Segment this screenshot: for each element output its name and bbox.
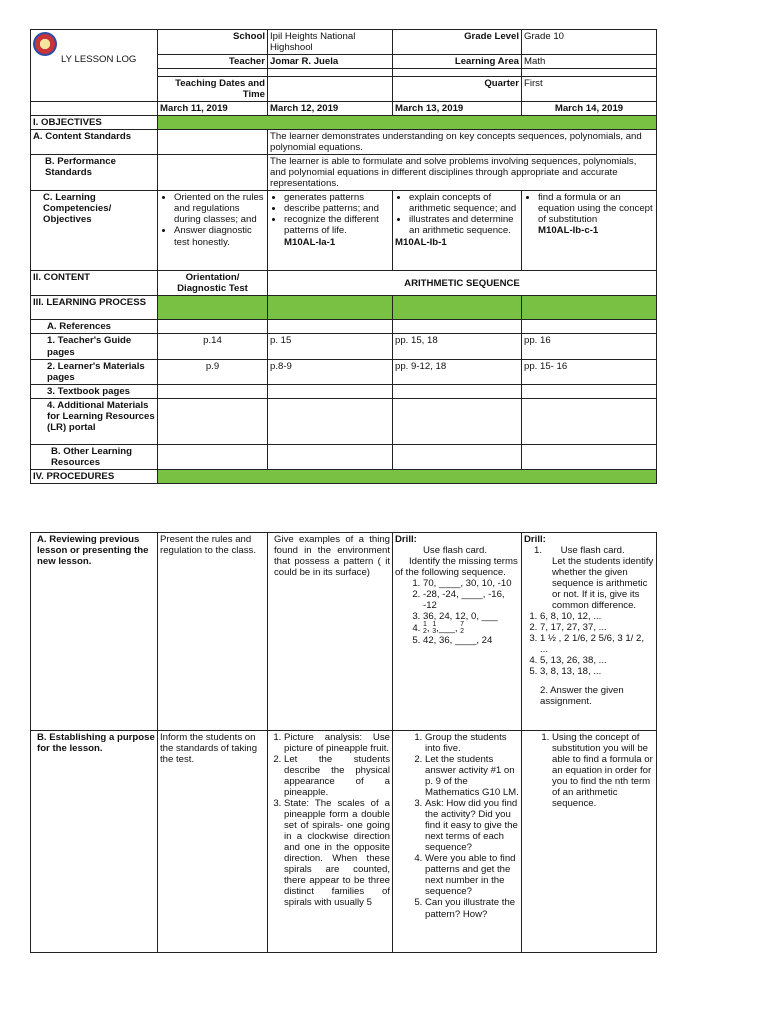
list-item: • generates patterns: [284, 192, 390, 203]
list-item: 4. 1 2, 1 3,___, 7 2: [423, 622, 519, 635]
competencies-day3: [393, 191, 522, 271]
list-item: 2. Let the students describe the physical appearance of a pineapple.: [284, 754, 390, 798]
list-item: 5. Can you illustrate the pattern? How?: [425, 897, 519, 919]
grade-value: Grade 10: [522, 30, 657, 55]
teacher-label: Teacher: [158, 55, 268, 69]
lm-day4: pp. 15- 16: [522, 359, 657, 384]
list-item: 3. Ask: How did you find the activity? Did you find it easy to give the next terms of each sequence?: [425, 798, 519, 853]
procedures-bar: [158, 469, 657, 483]
lm-day1: p.9: [158, 359, 268, 384]
competencies-day1: [158, 191, 268, 271]
date-day2: March 12, 2019: [268, 102, 393, 116]
purpose-day2: [268, 731, 393, 953]
performance-standards-text: The learner is able to formulate and solve problems involving sequences, polynomials, and polynomial equations in different disciplines through appropriate and accurate representations.: [268, 155, 657, 191]
drill-intro: Use flash card.: [560, 545, 625, 557]
purpose-day1: Inform the students on the standards of taking the test.: [158, 731, 268, 953]
purpose-day3: [393, 731, 522, 953]
list-item: 2. -28, -24, ____, -16, -12: [423, 589, 519, 611]
reviewing-label: A. Reviewing previous lesson or presenting the new lesson.: [31, 533, 158, 731]
list-item: • describe patterns; and: [284, 203, 390, 214]
quarter-value: First: [522, 77, 657, 102]
list-item: 1. Group the students into five.: [425, 732, 519, 754]
list-item: 5. 3, 8, 13, 18, ...: [540, 666, 654, 677]
purpose-label: B. Establishing a purpose for the lesson.: [31, 731, 158, 953]
reviewing-day4: Drill: 1. Use flash card. Let the students identify whether the given sequence is arithmetic or not. If it is, give its common difference. 1. 6, 8, 10, 12, ... 2. 7, 17, 27, 37, ... 3. 1 ½ , 2 1/6, 2 5/6, 3 1/ 2, ... 4. 5, 13, 26, 38, ... 5. 3, 8, 13, 18, ... 2. Answer the given assignment.: [522, 533, 657, 731]
performance-standards-label: B. Performance Standards: [31, 155, 158, 191]
objectives-heading: I. OBJECTIVES: [31, 116, 158, 130]
competency-code: M10AL-Ia-1: [284, 236, 336, 248]
content-standards-text: The learner demonstrates understanding on key concepts sequences, polynomials, and polynomial equations.: [268, 130, 657, 155]
tg-day1: p.14: [158, 334, 268, 359]
learning-process-heading: III. LEARNING PROCESS: [31, 296, 158, 320]
procedures-heading: IV. PROCEDURES: [31, 469, 158, 483]
competencies-day4: [522, 191, 657, 271]
list-item: 1. 6, 8, 10, 12, ...: [540, 611, 654, 622]
teacher-value: Jomar R. Juela: [268, 55, 393, 69]
list-item: 4. Were you able to find patterns and get the next number in the sequence?: [425, 853, 519, 897]
date-day4: March 14, 2019: [522, 102, 657, 116]
list-item: 3. State: The scales of a pineapple form a double set of spirals- one going in a clockwise direction and one in the opposite direction. When these spirals are counted, there appear to be three distinct families of spirals with usually 5: [284, 798, 390, 908]
reviewing-day2: Give examples of a thing found in the environment that possess a pattern ( it could be in its surface): [268, 533, 393, 731]
purpose-day4: [522, 731, 657, 953]
drill-title: Drill:: [524, 534, 546, 545]
competency-code: M10AL-Ib-c-1: [538, 225, 599, 237]
teachers-guide-label: 1. Teacher's Guide pages: [31, 334, 158, 359]
school-value: Ipil Heights National Highshool: [268, 30, 393, 55]
drill-intro: Use flash card.: [423, 545, 487, 557]
list-item: 1. Using the concept of substitution you will be able to find a formula or an equation in order for you to find the nth term of an arithmetic sequence.: [552, 732, 654, 809]
list-item: 1. Picture analysis: Use picture of pineapple fruit.: [284, 732, 390, 754]
lesson-log-table: [30, 29, 657, 484]
lm-day3: pp. 9-12, 18: [393, 359, 522, 384]
competency-code: M10AL-Ib-1: [395, 236, 447, 248]
procedures-table: [30, 532, 657, 953]
school-label: School: [158, 30, 268, 55]
reviewing-day1: Present the rules and regulation to the class.: [158, 533, 268, 731]
dates-label: Teaching Dates and Time: [158, 77, 268, 102]
content-standards-label: A. Content Standards: [31, 130, 158, 155]
textbook-label: 3. Textbook pages: [31, 384, 158, 398]
doc-title: LY LESSON LOG: [61, 54, 137, 65]
list-item: 2. 7, 17, 27, 37, ...: [540, 622, 654, 633]
list-item: • Answer diagnostic test honestly.: [174, 225, 265, 247]
date-day3: March 13, 2019: [393, 102, 522, 116]
list-item: 3. 36, 24, 12, 0, ___: [423, 611, 519, 622]
tg-day4: pp. 16: [522, 334, 657, 359]
references-heading: A. References: [31, 320, 158, 334]
quarter-label: Quarter: [393, 77, 522, 102]
deped-seal-icon: [33, 32, 57, 56]
learners-materials-label: 2. Learner's Materials pages: [31, 359, 158, 384]
drill-text: Identify the missing terms of the following sequence.: [395, 556, 518, 579]
logo-title-cell: [31, 30, 158, 77]
list-item: 4. 5, 13, 26, 38, ...: [540, 655, 654, 666]
competencies-label: C. Learning Competencies/ Objectives: [31, 191, 158, 271]
list-item: • recognize the different patterns of life.: [284, 214, 390, 236]
tg-day2: p. 15: [268, 334, 393, 359]
content-heading: II. CONTENT: [31, 271, 158, 296]
list-item: 2. Let the students answer activity #1 on p. 9 of the Mathematics G10 LM.: [425, 754, 519, 798]
grade-label: Grade Level: [393, 30, 522, 55]
reviewing-day3: [393, 533, 522, 731]
list-item: 3. 1 ½ , 2 1/6, 2 5/6, 3 1/ 2, ...: [540, 633, 654, 655]
assignment-note: 2. Answer the given assignment.: [540, 685, 624, 708]
list-item: • Oriented on the rules and regulations during classes; and: [174, 192, 265, 225]
date-day1: March 11, 2019: [158, 102, 268, 116]
objectives-bar: [158, 116, 657, 130]
list-item: 5. 42, 36, ____, 24: [423, 635, 519, 646]
drill-title: Drill:: [395, 534, 417, 545]
area-label: Learning Area: [393, 55, 522, 69]
other-resources-label: B. Other Learning Resources: [31, 444, 158, 469]
drill-text: Let the students identify whether the given sequence is arithmetic or not. If it is, give its common difference.: [552, 556, 654, 612]
list-item: • illustrates and determine an arithmetic sequence.: [409, 214, 519, 236]
lm-day2: p.8-9: [268, 359, 393, 384]
competencies-day2: [268, 191, 393, 271]
list-item: 1. 70, ____, 30, 10, -10: [423, 578, 519, 589]
area-value: Math: [522, 55, 657, 69]
list-item: • explain concepts of arithmetic sequence; and: [409, 192, 519, 214]
list-item: • find a formula or an equation using the concept of substitution: [538, 192, 654, 225]
additional-materials-label: 4. Additional Materials for Learning Resources (LR) portal: [31, 398, 158, 444]
content-day1: Orientation/ Diagnostic Test: [158, 271, 268, 296]
tg-day3: pp. 15, 18: [393, 334, 522, 359]
content-arithmetic: ARITHMETIC SEQUENCE: [268, 271, 657, 296]
